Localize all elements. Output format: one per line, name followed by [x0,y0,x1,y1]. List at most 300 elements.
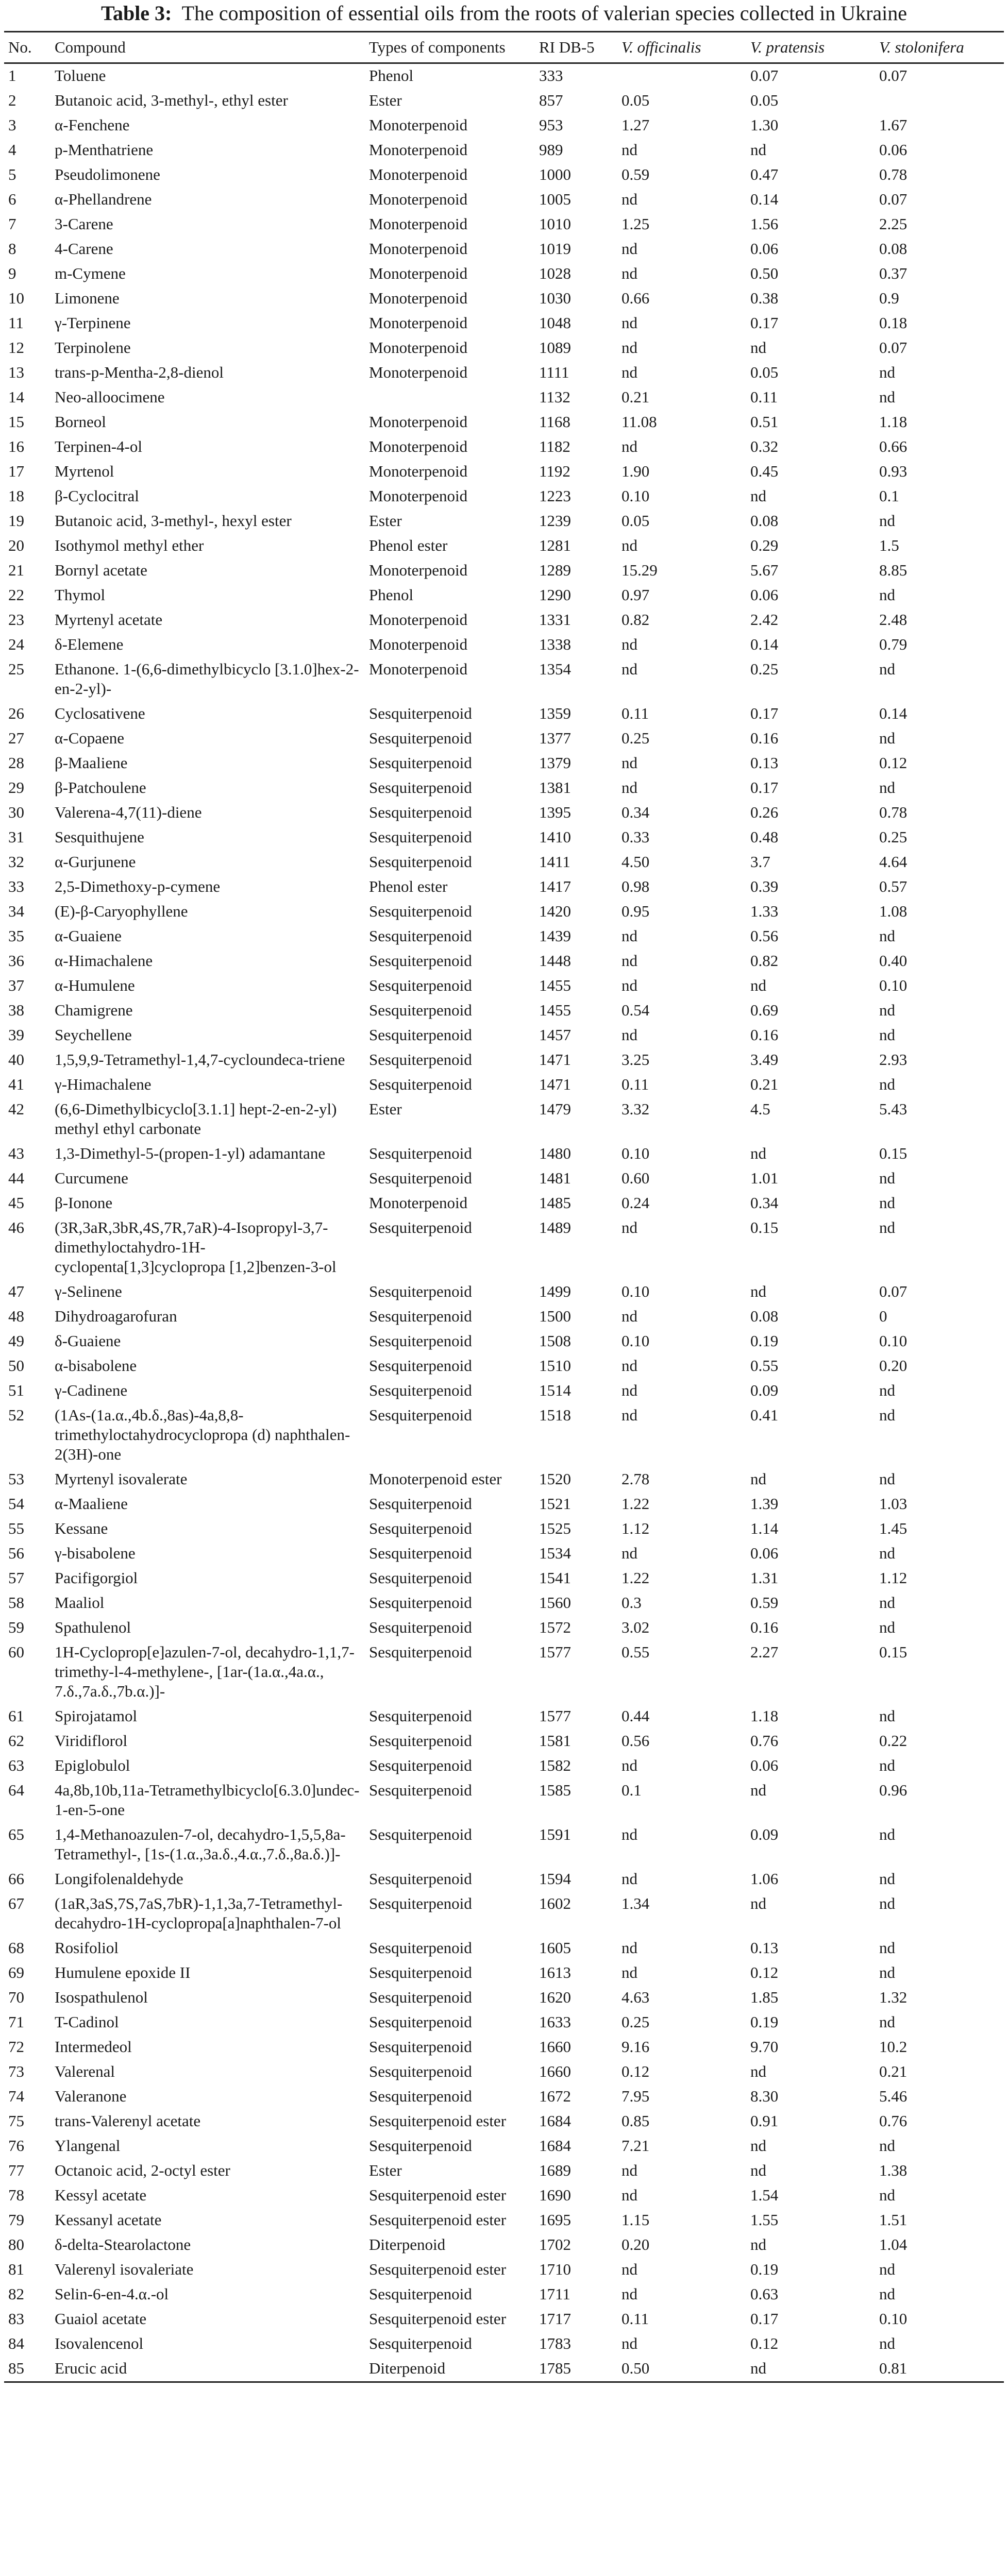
cell-compound: δ-delta-Stearolactone [55,2235,191,2253]
cell-v-stolonifera: nd [879,1825,895,1843]
table-row [4,583,1004,608]
cell-ri: 1710 [539,2260,571,2278]
cell-type: Phenol ester [369,536,448,554]
cell-v-pratensis: 0.16 [750,729,779,747]
cell-type: Monoterpenoid [369,462,468,480]
cell-compound: Valerenal [55,2062,115,2080]
cell-compound: Spirojatamol [55,1707,138,1725]
cell-compound: Myrtenol [55,462,114,480]
cell-v-pratensis: 1.06 [750,1870,779,1888]
cell-v-officinalis: 0.59 [621,165,650,183]
cell-no: 64 [8,1781,24,1799]
cell-compound: α-Himachalene [55,952,153,970]
cell-no: 54 [8,1495,24,1513]
cell-v-officinalis: nd [621,363,637,381]
table-row [4,702,1004,726]
cell-type: Diterpenoid [365,2357,535,2382]
cell-ri: 1672 [539,2087,571,2105]
cell-v-pratensis: 0.06 [750,1756,779,1774]
cell-v-pratensis: 0.59 [750,1594,779,1612]
cell-type: Monoterpenoid [369,289,468,307]
cell-compound: Myrtenyl acetate [55,611,163,629]
table-row [4,2357,1004,2382]
cell-ri: 1000 [539,165,571,183]
cell-v-stolonifera [875,89,1004,113]
cell-type: Sesquiterpenoid [369,2334,472,2352]
cell-type: Sesquiterpenoid [369,1594,472,1612]
cell-v-pratensis: 0.34 [750,1194,779,1212]
cell-type: Sesquiterpenoid [369,704,472,722]
cell-type: Sesquiterpenoid [369,1519,472,1537]
cell-type: Sesquiterpenoid ester [369,2112,507,2130]
cell-v-pratensis: nd [750,1282,766,1300]
cell-no: 23 [8,611,24,629]
cell-type: Sesquiterpenoid [369,1050,472,1069]
cell-ri: 1223 [539,487,571,505]
cell-type: Sesquiterpenoid [369,1939,472,1957]
cell-compound: γ-bisabolene [55,1544,136,1562]
cell-v-officinalis: 1.34 [621,1894,650,1912]
cell-v-stolonifera: 1.18 [879,413,908,431]
cell-v-stolonifera: 0.08 [879,240,908,258]
cell-type: Phenol [369,66,414,84]
cell-type: Monoterpenoid [369,611,468,629]
cell-v-officinalis: 11.08 [621,413,657,431]
cell-compound: δ-Elemene [55,635,124,653]
cell-v-officinalis: nd [621,1544,637,1562]
cell-v-stolonifera: 0.07 [879,66,908,84]
cell-v-officinalis: 0.20 [621,2235,650,2253]
cell-v-stolonifera: 0.25 [879,828,908,846]
cell-no: 4 [8,141,16,159]
cell-v-stolonifera: 0.9 [879,289,899,307]
cell-type: Sesquiterpenoid [369,1707,472,1725]
table-row [4,1492,1004,1517]
cell-ri: 1111 [539,363,569,381]
cell-ri: 1471 [539,1050,571,1069]
cell-v-pratensis: 0.06 [750,1544,779,1562]
cell-no: 36 [8,952,24,970]
cell-type: Sesquiterpenoid [369,1870,472,1888]
cell-type: Sesquiterpenoid [369,754,472,772]
cell-v-pratensis: 0.38 [750,289,779,307]
cell-v-pratensis: nd [750,1144,766,1162]
cell-compound: Erucic acid [51,2357,365,2382]
cell-compound: (E)-β-Caryophyllene [55,902,188,920]
table-row [4,850,1004,875]
cell-v-stolonifera: 1.67 [879,116,908,134]
cell-ri: 1508 [539,1332,571,1350]
cell-ri: 1485 [539,1194,571,1212]
table-row [4,1754,1004,1778]
cell-compound: Toluene [55,66,106,84]
cell-v-pratensis: nd [750,2137,766,2155]
table-caption [0,0,1008,27]
cell-ri: 1354 [539,660,571,678]
cell-v-stolonifera: 5.46 [879,2087,908,2105]
cell-v-officinalis: nd [621,2161,637,2179]
cell-ri: 1192 [539,462,570,480]
cell-type: Sesquiterpenoid [369,2087,472,2105]
cell-v-officinalis: nd [621,1406,637,1424]
cell-v-officinalis: 0.11 [621,2310,649,2328]
cell-v-officinalis: 1.12 [621,1519,650,1537]
cell-v-officinalis: nd [621,754,637,772]
cell-type: Sesquiterpenoid [369,1026,472,1044]
cell-no: 24 [8,635,24,653]
cell-type: Sesquiterpenoid [369,1307,472,1325]
table-row [4,1778,1004,1823]
cell-v-stolonifera: 0.1 [879,487,899,505]
cell-v-pratensis: nd [750,2235,766,2253]
cell-v-stolonifera: 0.79 [879,635,908,653]
cell-v-officinalis: 0.55 [621,1643,650,1661]
cell-ri: 1541 [539,1569,571,1587]
cell-ri: 1455 [539,976,571,994]
cell-compound: Kessane [55,1519,108,1537]
cell-compound: Sesquithujene [55,828,144,846]
cell-type: Sesquiterpenoid [369,1282,472,1300]
table-row [4,2208,1004,2233]
cell-v-officinalis: nd [621,2285,637,2303]
cell-ri: 1481 [539,1169,571,1187]
cell-compound: α-Fenchene [55,116,130,134]
cell-ri: 1239 [539,512,571,530]
cell-v-officinalis: 0.66 [621,289,650,307]
cell-v-officinalis: 0.10 [621,1282,650,1300]
cell-v-stolonifera: nd [879,927,895,945]
cell-v-pratensis: 1.56 [750,215,779,233]
cell-ri: 1338 [539,635,571,653]
cell-v-pratensis: 1.18 [750,1707,779,1725]
cell-v-pratensis: 0.15 [750,1218,779,1236]
cell-v-stolonifera: 0.96 [879,1781,908,1799]
cell-v-stolonifera: 4.64 [879,853,908,871]
cell-compound: β-Maaliene [55,754,128,772]
cell-no: 45 [8,1194,24,1212]
cell-compound: Ethanone. 1-(6,6-dimethylbicyclo [3.1.0]hex-2-en-2-yl)- [55,660,359,698]
cell-v-pratensis: 0.17 [750,314,779,332]
cell-v-stolonifera: 0.07 [879,1282,908,1300]
cell-v-pratensis: 0.25 [750,660,779,678]
cell-ri: 1030 [539,289,571,307]
cell-type: Sesquiterpenoid [369,1332,472,1350]
cell-v-pratensis: 0.91 [750,2112,779,2130]
cell-v-stolonifera: nd [879,729,895,747]
cell-no: 67 [8,1894,24,1912]
cell-no: 68 [8,1939,24,1957]
table-row [4,410,1004,435]
cell-v-pratensis: nd [750,487,766,505]
cell-v-officinalis: 0.54 [621,1001,650,1019]
cell-v-stolonifera: 0.07 [879,190,908,208]
cell-ri: 1521 [539,1495,571,1513]
cell-ri: 1577 [539,1707,571,1725]
cell-v-pratensis: 0.13 [750,754,779,772]
cell-ri: 1582 [539,1756,571,1774]
cell-type: Monoterpenoid [369,561,468,579]
cell-ri: 1613 [539,1963,571,1981]
cell-ri: 1010 [539,215,571,233]
cell-v-stolonifera: 1.51 [879,2211,908,2229]
table-row [4,2258,1004,2282]
cell-no: 71 [8,2013,24,2031]
cell-ri: 1510 [539,1357,571,1375]
cell-v-pratensis: 1.39 [750,1495,779,1513]
cell-v-officinalis: 1.15 [621,2211,650,2229]
cell-type: Sesquiterpenoid [369,1075,472,1093]
table-row [4,657,1004,702]
table-row [4,1517,1004,1541]
cell-v-pratensis: 0.16 [750,1618,779,1636]
cell-no: 84 [8,2334,24,2352]
cell-ri: 333 [539,66,563,84]
cell-compound: β-Cyclocitral [55,487,139,505]
cell-v-stolonifera: 1.03 [879,1495,908,1513]
cell-no: 19 [8,512,24,530]
cell-type: Monoterpenoid [369,437,468,455]
cell-type: Monoterpenoid [369,264,468,282]
cell-no: 52 [8,1406,24,1424]
cell-v-officinalis: nd [621,1218,637,1236]
cell-v-officinalis: 1.22 [621,1569,650,1587]
cell-ri: 1281 [539,536,571,554]
cell-ri: 1783 [539,2334,571,2352]
cell-v-stolonifera: nd [879,2186,895,2204]
cell-no: 20 [8,536,24,554]
cell-no: 39 [8,1026,24,1044]
cell-type: Sesquiterpenoid [369,2062,472,2080]
cell-ri: 1410 [539,828,571,846]
cell-v-officinalis: 0.24 [621,1194,650,1212]
cell-v-officinalis: nd [621,1756,637,1774]
cell-v-stolonifera: 0.10 [879,976,908,994]
cell-type: Sesquiterpenoid ester [369,2211,507,2229]
cell-no: 22 [8,586,24,604]
table-row [4,1354,1004,1379]
cell-type: Sesquiterpenoid [369,1643,472,1661]
cell-v-stolonifera: 2.48 [879,611,908,629]
cell-no: 70 [8,1988,24,2006]
table-row [4,237,1004,262]
cell-type: Phenol ester [369,877,448,895]
table-row [4,63,1004,89]
cell-type: Sesquiterpenoid [369,1894,472,1912]
cell-no: 5 [8,165,16,183]
table-row [4,1379,1004,1403]
cell-v-officinalis: nd [621,927,637,945]
cell-compound: Bornyl acetate [55,561,147,579]
cell-compound: Valeranone [55,2087,127,2105]
cell-no: 50 [8,1357,24,1375]
cell-no: 34 [8,902,24,920]
header-v-pratensis-label: V. pratensis [750,38,825,56]
cell-ri: 1581 [539,1732,571,1750]
cell-v-officinalis: nd [621,338,637,357]
table-row [4,460,1004,484]
cell-compound: Octanoic acid, 2-octyl ester [55,2161,230,2179]
cell-ri: 857 [539,91,563,109]
cell-v-pratensis: 0.26 [750,803,779,821]
cell-ri: 1480 [539,1144,571,1162]
cell-compound: α-Gurjunene [55,853,136,871]
cell-compound: m-Cymene [55,264,126,282]
header-ri: RI DB-5 [535,32,617,63]
cell-no: 18 [8,487,24,505]
cell-compound: Intermedeol [55,2038,132,2056]
cell-type: Ester [369,2161,402,2179]
table-row [4,2109,1004,2134]
cell-v-pratensis: 0.08 [750,512,779,530]
cell-no: 21 [8,561,24,579]
cell-v-pratensis: 3.49 [750,1050,779,1069]
table-row [4,2134,1004,2159]
cell-v-stolonifera: 0.06 [879,141,908,159]
cell-v-pratensis: 0.06 [750,586,779,604]
cell-no: 55 [8,1519,24,1537]
cell-no: 44 [8,1169,24,1187]
cell-v-stolonifera: nd [879,1381,895,1399]
table-row [4,1048,1004,1073]
cell-ri: 1479 [539,1100,571,1118]
cell-v-officinalis: nd [621,437,637,455]
cell-ri: 1395 [539,803,571,821]
cell-ri: 1620 [539,1988,571,2006]
header-compound: Compound [51,32,365,63]
cell-no: 53 [8,1470,24,1488]
cell-v-officinalis: 4.63 [621,1988,650,2006]
cell-no: 30 [8,803,24,821]
cell-v-officinalis: 0.44 [621,1707,650,1725]
cell-compound: Isospathulenol [55,1988,148,2006]
cell-v-officinalis: 0.11 [621,1075,649,1093]
cell-ri: 1660 [539,2038,571,2056]
table-row [4,1073,1004,1097]
cell-compound: (1As-(1a.α.,4b.δ.,8as)-4a,8,8-trimethyloctahydrocyclopropa (d) naphthalen-2(3H)-one [55,1406,350,1463]
cell-type: Monoterpenoid [369,413,468,431]
cell-type: Sesquiterpenoid [369,1963,472,1981]
cell-compound: (1aR,3aS,7S,7aS,7bR)-1,1,3a,7-Tetramethyl-decahydro-1H-cyclopropa[a]naphthalen-7-ol [55,1894,343,1932]
cell-v-stolonifera: nd [879,2013,895,2031]
cell-v-stolonifera: nd [879,1594,895,1612]
cell-v-officinalis: nd [621,660,637,678]
cell-v-officinalis: 0.12 [621,2062,650,2080]
cell-type: Monoterpenoid [369,165,468,183]
cell-v-officinalis: nd [621,635,637,653]
cell-ri: 1500 [539,1307,571,1325]
cell-compound: Kessanyl acetate [55,2211,162,2229]
cell-ri: 1525 [539,1519,571,1537]
table-row [4,924,1004,949]
cell-type: Sesquiterpenoid [369,778,472,796]
cell-type: Monoterpenoid [369,487,468,505]
cell-type: Sesquiterpenoid [369,2038,472,2056]
cell-ri: 1633 [539,2013,571,2031]
cell-ri: 1411 [539,853,570,871]
cell-no: 46 [8,1218,24,1236]
cell-v-pratensis: 1.14 [750,1519,779,1537]
cell-v-stolonifera: 1.12 [879,1569,908,1587]
table-row [4,2332,1004,2357]
cell-ri: 1182 [539,437,570,455]
cell-v-pratensis: 0.05 [750,91,779,109]
cell-no: 43 [8,1144,24,1162]
cell-compound: δ-Guaiene [55,1332,121,1350]
table-row [4,1142,1004,1166]
cell-compound: α-Phellandrene [55,190,152,208]
cell-ri: 1577 [539,1643,571,1661]
table-row [4,2307,1004,2332]
cell-type: Monoterpenoid [369,215,468,233]
table-row [4,1892,1004,1936]
cell-compound: α-Copaene [55,729,125,747]
cell-v-stolonifera: 0.78 [879,165,908,183]
cell-no: 17 [8,462,24,480]
cell-ri: 1591 [539,1825,571,1843]
cell-type: Sesquiterpenoid [369,1825,472,1843]
cell-v-pratensis: 0.07 [750,66,779,84]
table-row [4,1023,1004,1048]
cell-v-officinalis: nd [621,1939,637,1957]
table-row [4,2233,1004,2258]
cell-type: Monoterpenoid [369,141,468,159]
cell-ri: 1089 [539,338,571,357]
cell-ri: 1684 [539,2137,571,2155]
cell-no: 51 [8,1381,24,1399]
cell-v-stolonifera: nd [879,2137,895,2155]
cell-ri: 1711 [539,2285,570,2303]
cell-compound: Butanoic acid, 3-methyl-, hexyl ester [55,512,292,530]
cell-v-pratensis: 5.67 [750,561,779,579]
cell-v-stolonifera: 0.15 [879,1144,908,1162]
cell-v-officinalis: 1.22 [621,1495,650,1513]
cell-ri: 1585 [539,1781,571,1799]
cell-no: 41 [8,1075,24,1093]
cell-compound: β-Patchoulene [55,778,146,796]
cell-ri: 953 [539,116,563,134]
cell-v-pratensis: nd [750,141,766,159]
cell-ri: 1717 [539,2310,571,2328]
cell-ri: 1702 [539,2235,571,2253]
cell-compound: Epiglobulol [55,1756,130,1774]
cell-v-officinalis: nd [621,1307,637,1325]
cell-no: 40 [8,1050,24,1069]
cell-no: 13 [8,363,24,381]
cell-no: 12 [8,338,24,357]
cell-v-stolonifera: 1.5 [879,536,899,554]
header-v-officinalis-label: V. officinalis [621,38,701,56]
table-row [4,1591,1004,1616]
cell-v-pratensis: 0.14 [750,190,779,208]
cell-type: Sesquiterpenoid [369,1001,472,1019]
cell-v-officinalis: 0.98 [621,877,650,895]
cell-v-pratensis: 0.51 [750,413,779,431]
cell-type: Sesquiterpenoid [369,1756,472,1774]
cell-v-pratensis: 0.14 [750,635,779,653]
cell-compound: Curcumene [55,1169,128,1187]
cell-v-officinalis: 0.10 [621,487,650,505]
cell-v-officinalis: nd [621,976,637,994]
cell-type: Sesquiterpenoid [369,1381,472,1399]
cell-type: Monoterpenoid [369,190,468,208]
table-row [4,1541,1004,1566]
cell-compound: Thymol [55,586,106,604]
cell-v-officinalis: 4.50 [621,853,650,871]
cell-v-stolonifera: 1.45 [879,1519,908,1537]
cell-compound: γ-Selinene [55,1282,122,1300]
cell-v-officinalis: 0.10 [621,1332,650,1350]
cell-v-officinalis: 2.78 [621,1470,650,1488]
